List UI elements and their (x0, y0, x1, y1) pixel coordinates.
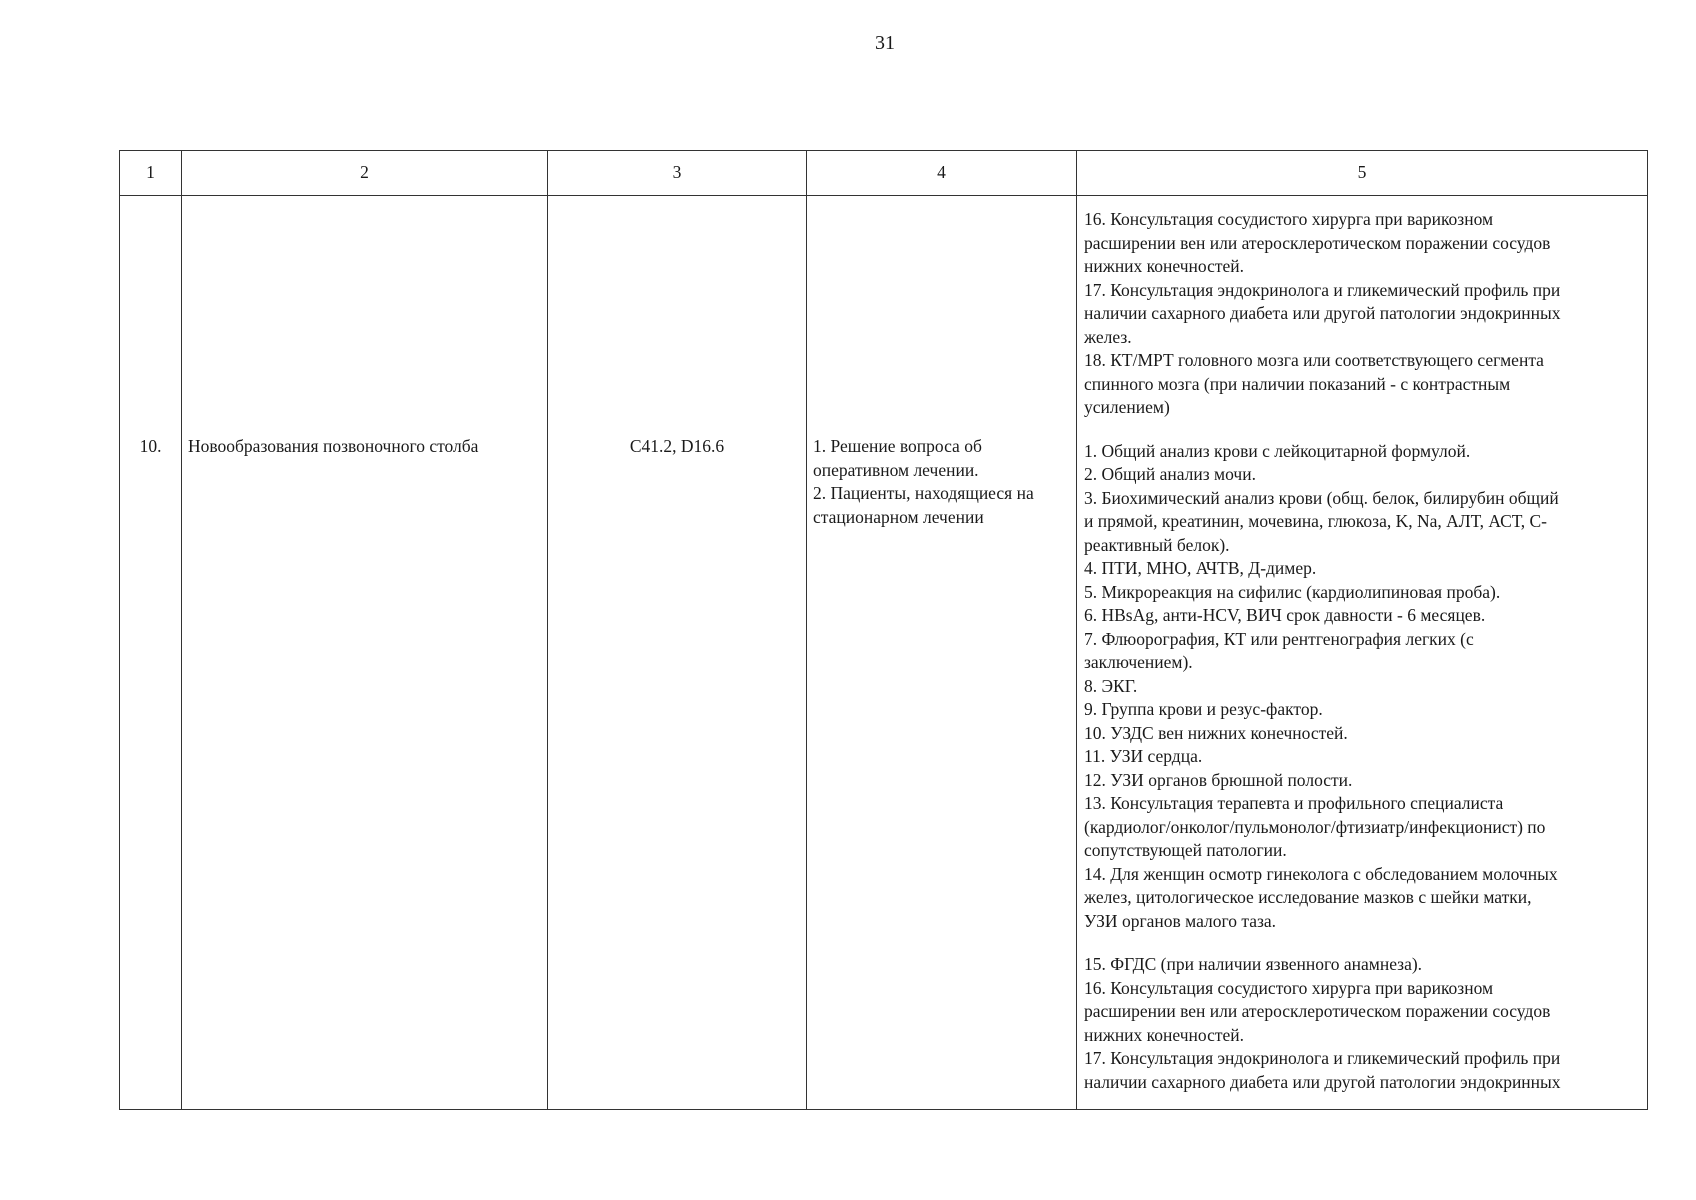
exam-line: желез. (1084, 326, 1132, 347)
indication-line: оперативном лечении. (813, 459, 979, 480)
exam-line: 16. Консультация сосудистого хирурга при варикозном (1084, 977, 1494, 998)
exam-line: 17. Консультация эндокринолога и гликемический профиль при (1084, 279, 1561, 300)
exam-line: 7. Флюорография, КТ или рентгенография легких (с (1084, 628, 1474, 649)
page-number: 31 (875, 32, 895, 54)
exam-line: 14. Для женщин осмотр гинеколога с обследованием молочных (1084, 863, 1558, 884)
exam-line: 4. ПТИ, МНО, АЧТВ, Д-димер. (1084, 558, 1317, 578)
indications-list (807, 196, 1076, 529)
column-header-4: 4 (807, 151, 1077, 196)
exam-line: 9. Группа крови и резус-фактор. (1084, 699, 1323, 719)
exam-line: 8. ЭКГ. (1084, 675, 1138, 696)
exam-line: 11. УЗИ сердца. (1084, 746, 1203, 766)
indication-cell (807, 196, 1077, 1110)
exam-line: расширении вен или атеросклеротическом поражении сосудов (1084, 1001, 1551, 1021)
table-header (120, 151, 1648, 196)
examinations-list-a (1084, 440, 1643, 934)
column-header-5: 5 (1077, 151, 1648, 196)
exam-line: 1. Общий анализ крови с лейкоцитарной формулой. (1084, 440, 1471, 461)
exam-line: нижних конечностей. (1084, 256, 1245, 276)
exam-line: 10. УЗДС вен нижних конечностей. (1084, 722, 1348, 743)
paragraph-gap (1084, 933, 1643, 953)
header-row (120, 151, 1648, 196)
exam-line: 13. Консультация терапевта и профильного специалиста (1084, 793, 1504, 813)
exam-line: 6. HBsAg, анти-HCV, ВИЧ срок давности - 6 месяцев. (1084, 605, 1486, 625)
table-row (120, 196, 1648, 1110)
indication-line: стационарном лечении (813, 506, 984, 527)
row-number-cell (120, 196, 182, 1110)
exam-line: 5. Микрореакция на сифилис (кардиолипиновая проба). (1084, 581, 1501, 602)
exam-line: 2. Общий анализ мочи. (1084, 464, 1256, 484)
exam-line: наличии сахарного диабета или другой патологии эндокринных (1084, 303, 1561, 323)
exam-line: усилением) (1084, 397, 1170, 417)
diagnosis-cell (182, 196, 548, 1110)
exam-line: наличии сахарного диабета или другой патологии эндокринных (1084, 1071, 1561, 1092)
exam-line: сопутствующей патологии. (1084, 840, 1287, 860)
exam-line: реактивный белок). (1084, 534, 1230, 555)
exam-line: (кардиолог/онколог/пульмонолог/фтизиатр/инфекционист) по (1084, 816, 1546, 837)
exam-line: и прямой, креатинин, мочевина, глюкоза, K, Na, АЛТ, АСТ, С- (1084, 511, 1547, 531)
indication-line: 2. Пациенты, находящиеся на (813, 483, 1034, 503)
row-number: 10. (139, 436, 162, 456)
exam-line: заключением). (1084, 652, 1193, 672)
paragraph-gap (1084, 420, 1643, 440)
column-header-3: 3 (548, 151, 807, 196)
exam-line: расширении вен или атеросклеротическом поражении сосудов (1084, 232, 1551, 253)
examinations-list-b (1084, 953, 1643, 1094)
code-cell (548, 196, 807, 1110)
exam-line: нижних конечностей. (1084, 1024, 1245, 1045)
continued-examinations (1084, 208, 1643, 420)
clinical-table (119, 150, 1648, 1110)
exam-line: 17. Консультация эндокринолога и гликемический профиль при (1084, 1048, 1561, 1068)
exam-line: спинного мозга (при наличии показаний - с контрастным (1084, 373, 1511, 394)
exam-line: 15. ФГДС (при наличии язвенного анамнеза). (1084, 954, 1423, 974)
exam-line: 18. КТ/МРТ головного мозга или соответствующего сегмента (1084, 350, 1544, 370)
diagnosis-codes: C41.2, D16.6 (629, 436, 725, 456)
exam-line: желез, цитологическое исследование мазков с шейки матки, (1084, 887, 1532, 907)
examinations-cell (1077, 196, 1648, 1110)
exam-line: 3. Биохимический анализ крови (общ. белок, билирубин общий (1084, 487, 1559, 508)
diagnosis-name: Новообразования позвоночного столба (188, 436, 479, 456)
indication-line: 1. Решение вопроса об (813, 436, 982, 456)
exam-line: УЗИ органов малого таза. (1084, 910, 1277, 931)
exam-line: 16. Консультация сосудистого хирурга при варикозном (1084, 209, 1494, 229)
column-header-2: 2 (182, 151, 548, 196)
exam-line: 12. УЗИ органов брюшной полости. (1084, 769, 1353, 790)
column-header-1: 1 (120, 151, 182, 196)
